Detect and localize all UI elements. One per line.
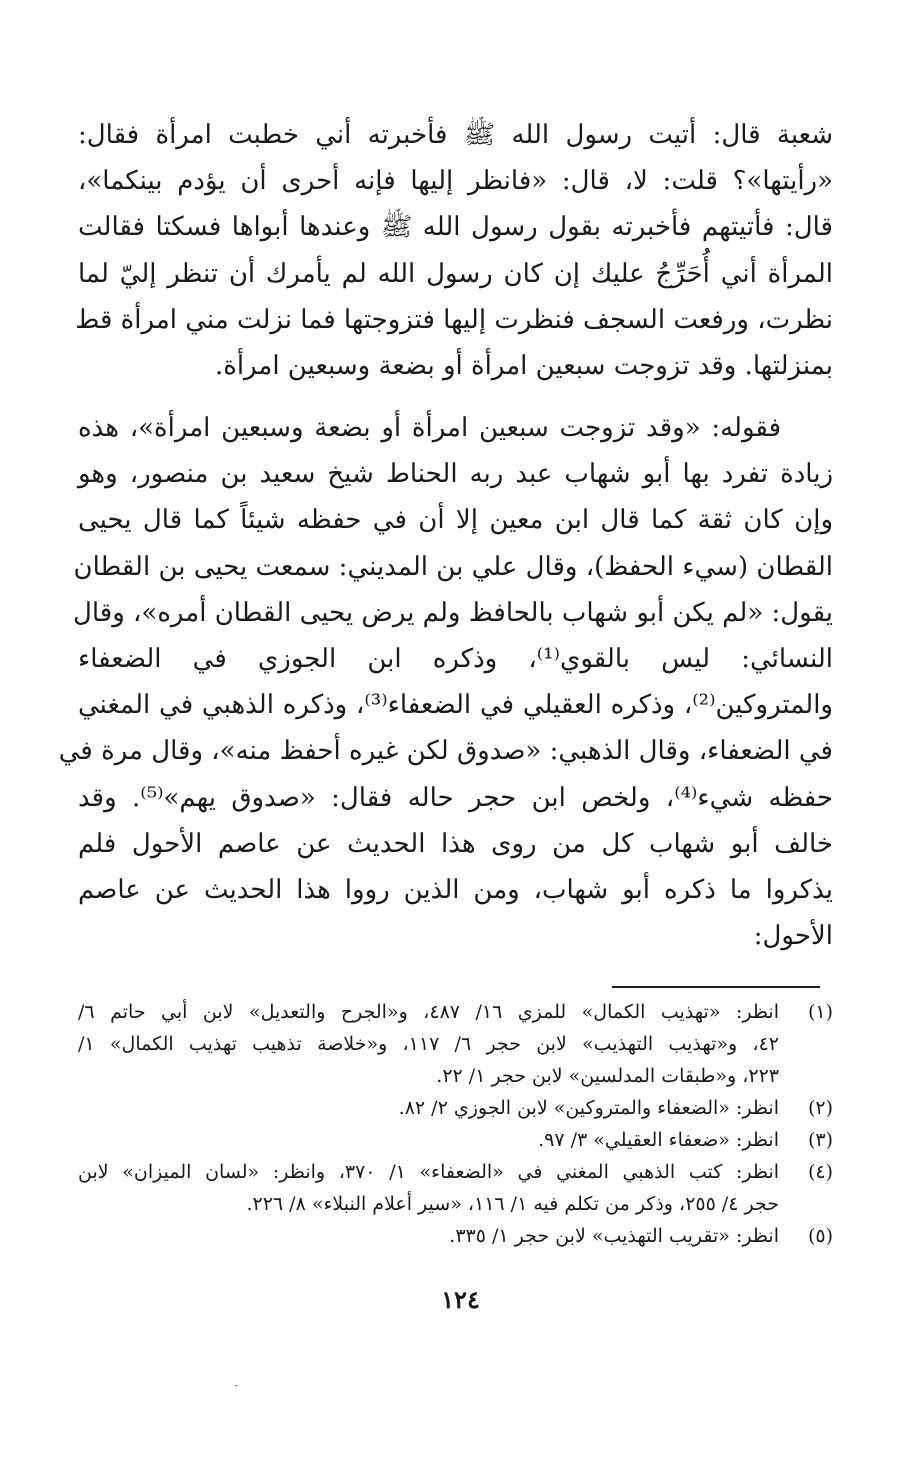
footnote-line: انظر: «تهذيب الكمال» للمزي ١٦/ ٤٨٧، و«الجرح والتعديل» لابن أبي حاتم ٦/ [78,1001,779,1023]
footnote-1 [78,996,833,1092]
text-line: الأحول: [753,921,833,952]
text-line: حفظه شيء⁽⁴⁾، ولخص ابن حجر حاله فقال: «صدوق يهم»⁽⁵⁾. وقد [78,782,834,813]
paragraph-1 [75,112,833,389]
footnote-number: (٥) [807,1225,833,1247]
footnote-2 [78,1092,833,1124]
footnote-line: انظر: «ضعفاء العقيلي» ٣/ ٩٧. [538,1129,779,1151]
paragraph-2 [58,405,834,959]
footnote-number: (٤) [807,1161,833,1183]
footnote-number: (٢) [807,1097,833,1119]
text-line: والمتروكين⁽²⁾، وذكره العقيلي في الضعفاء⁽³⁾، وذكره الذهبي في المغني [78,690,833,721]
text-line: يقول: «لم يكن أبو شهاب بالحافظ ولم يرض يحيى القطان أمره»، وقال [72,597,833,628]
footnote-line: انظر: «الضعفاء والمتروكين» لابن الجوزي ٢/ ٨٢. [398,1097,779,1119]
text-line: خالف أبو شهاب كل من روى هذا الحديث عن عاصم الأحول فلم [78,828,833,859]
text-line: يذكروا ما ذكره أبو شهاب، ومن الذين رووا هذا الحديث عن عاصم [78,874,833,905]
text-line: شعبة قال: أتيت رسول الله ﷺ فأخبرته أني خطبت امرأة فقال: [78,120,833,150]
text-line: في الضعفاء، وقال الذهبي: «صدوق لكن غيره أحفظ منه»، وقال مرة في [58,736,833,767]
text-line: القطان (سيء الحفظ)، وقال علي بن المديني: سمعت يحيى بن القطان [73,551,833,582]
footnote-line: انظر: كتب الذهبي المغني في «الضعفاء» ١/ ٣٧٠، وانظر: «لسان الميزان» لابن [78,1161,780,1183]
footnotes [78,996,833,1252]
footnote-5 [78,1220,833,1252]
page-number: ١٢٤ [441,1285,480,1314]
footnote-number: (١) [807,1001,833,1023]
footnote-line: ٤٢، و«تهذيب التهذيب» لابن حجر ٦/ ١١٧، و«خلاصة تذهيب تهذيب الكمال» ١/ [78,1033,779,1055]
text-line: بمنزلتها. وقد تزوجت سبعين امرأة أو بضعة وسبعين امرأة. [214,350,833,381]
footnote-4 [78,1156,833,1220]
text-line: وإن كان ثقة كما قال ابن معين إلا أن في حفظه شيئاً كما قال يحيى [78,505,833,536]
text-line: «رأيتها»؟ قلت: لا، قال: «فانظر إليها فإنه أحرى أن يؤدم بينكما»، [78,166,833,197]
text-line: فقوله: «وقد تزوجت سبعين امرأة أو بضعة وسبعين امرأة»، هذه [78,413,781,443]
text-line: المرأة أني أُحَرِّجُ عليك إن كان رسول الله لم يأمرك أن تنظر إليّ لما [78,258,833,289]
text-line: نظرت، ورفعت السجف فنظرت إليها فتزوجتها فما نزلت مني امرأة قط [75,304,833,335]
scan-speck [235,1385,238,1386]
text-line: قال: فأتيتهم فأخبرته بقول رسول الله ﷺ وعندها أبواها فسكتا فقالت [78,212,833,243]
text-line: النسائي: ليس بالقوي⁽¹⁾، وذكره ابن الجوزي في الضعفاء [78,643,834,674]
footnote-line: انظر: «تقريب التهذيب» لابن حجر ١/ ٣٣٥. [449,1225,779,1247]
footnote-number: (٣) [807,1129,833,1151]
footnote-separator [612,986,820,988]
footnote-line: حجر ٤/ ٢٥٥، وذكر من تكلم فيه ١/ ١١٦، «سير أعلام النبلاء» ٨/ ٢٢٦. [246,1193,779,1215]
footnote-line: ٢٢٣، و«طبقات المدلسين» لابن حجر ١/ ٢٢. [436,1065,779,1087]
text-line: زيادة تفرد بها أبو شهاب عبد ربه الحناط شيخ سعيد بن منصور، وهو [78,459,833,490]
footnote-3 [78,1124,833,1156]
